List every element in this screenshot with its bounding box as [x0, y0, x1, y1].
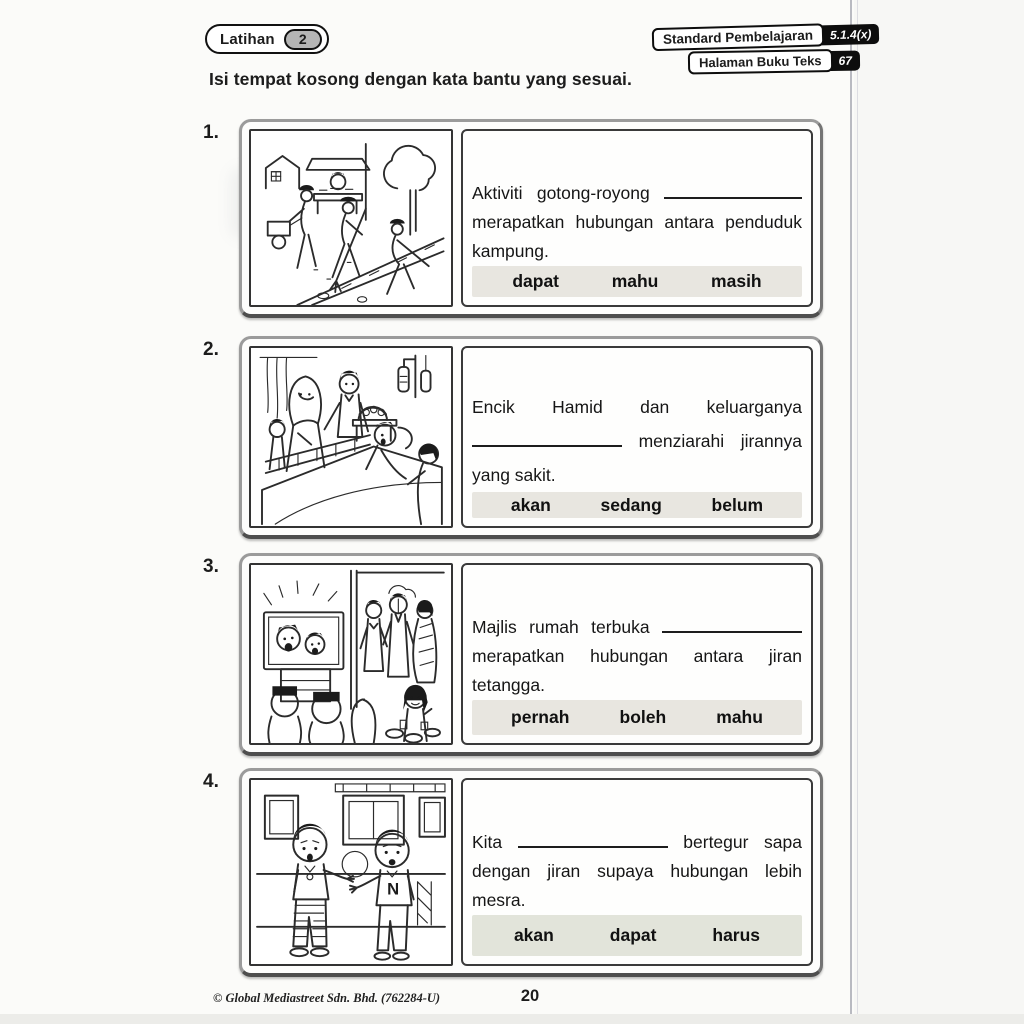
page-edge-line: [850, 0, 852, 1024]
scan-right-margin: [854, 0, 1024, 1024]
halaman-buku-teks-value: 67: [825, 50, 860, 71]
option-word[interactable]: boleh: [619, 707, 667, 727]
question-sentence: [472, 828, 802, 915]
exercise-row-3: [203, 553, 823, 756]
answer-blank[interactable]: [472, 432, 622, 447]
halaman-buku-teks-label: Halaman Buku Teks: [688, 49, 833, 75]
sentence-before-blank: Kita: [472, 832, 503, 852]
question-panel: [461, 563, 813, 745]
question-number: 4.: [203, 771, 219, 792]
exercise-row-2: [203, 336, 823, 539]
standard-pembelajaran-label: Standard Pembelajaran: [652, 23, 825, 51]
option-word[interactable]: masih: [711, 271, 762, 291]
sentence-after-blank: menziarahi jirannya yang sakit.: [472, 431, 802, 485]
answer-blank[interactable]: [664, 184, 802, 199]
option-word[interactable]: akan: [510, 494, 551, 515]
options-band: [472, 492, 802, 518]
shirt-letter: N: [387, 879, 400, 899]
question-sentence: [472, 179, 802, 266]
sentence-after-blank: bertegur sapa dengan jiran supaya hubungan lebih mesra.: [472, 832, 802, 910]
option-word[interactable]: mahu: [716, 707, 763, 727]
option-word[interactable]: akan: [513, 925, 554, 945]
question-number: 2.: [203, 339, 219, 360]
options-band: [472, 700, 802, 735]
question-sentence: [472, 390, 802, 492]
options-band: [472, 266, 802, 297]
standard-pembelajaran-value: 5.1.4(x): [817, 23, 880, 45]
question-panel: [461, 129, 813, 307]
question-number: 1.: [203, 122, 219, 143]
options-band: [472, 915, 802, 956]
illustration-hospital-visit: [249, 346, 453, 528]
option-word[interactable]: harus: [712, 925, 761, 945]
sentence-before-blank: Encik Hamid dan keluarganya: [472, 397, 802, 417]
question-number: 3.: [203, 556, 219, 577]
sentence-after-blank: merapatkan hubungan antara jiran tetangga.: [472, 646, 802, 695]
question-box: [239, 553, 823, 756]
illustration-two-boys-greeting: [249, 778, 453, 966]
question-panel: [461, 346, 813, 528]
sentence-before-blank: Majlis rumah terbuka: [472, 617, 650, 637]
question-box: [239, 336, 823, 539]
page-number: 20: [520, 987, 540, 1005]
exercise-row-4: [203, 768, 823, 977]
standard-pembelajaran-badge: [652, 22, 880, 51]
answer-blank[interactable]: [662, 618, 802, 633]
option-word[interactable]: dapat: [609, 925, 657, 945]
option-word[interactable]: dapat: [512, 271, 560, 291]
question-box: [239, 768, 823, 977]
question-panel: [461, 778, 813, 966]
exercise-number-pill: 2: [284, 29, 322, 50]
illustration-open-house: [249, 563, 453, 745]
exercise-badge-label: Latihan: [220, 30, 275, 48]
illustration-gotong-royong: [249, 129, 453, 307]
sentence-after-blank: merapatkan hubungan antara penduduk kampung.: [472, 212, 802, 261]
answer-blank[interactable]: [518, 833, 668, 848]
halaman-buku-teks-badge: [688, 49, 860, 75]
sentence-before-blank: Aktiviti gotong-royong: [472, 183, 650, 203]
scan-bottom-shadow: [0, 1014, 1024, 1024]
question-sentence: [472, 613, 802, 700]
option-word[interactable]: mahu: [611, 271, 659, 291]
exercise-badge: [205, 24, 329, 54]
option-word[interactable]: belum: [711, 494, 764, 515]
exercise-row-1: [203, 119, 823, 318]
page-edge-line-light: [857, 0, 858, 1024]
publisher-copyright: © Global Mediastreet Sdn. Bhd. (762284-U): [213, 991, 441, 1005]
option-word[interactable]: pernah: [511, 707, 570, 727]
question-box: [239, 119, 823, 318]
option-word[interactable]: sedang: [600, 494, 662, 515]
page-instruction: Isi tempat kosong dengan kata bantu yang sesuai.: [209, 69, 632, 89]
